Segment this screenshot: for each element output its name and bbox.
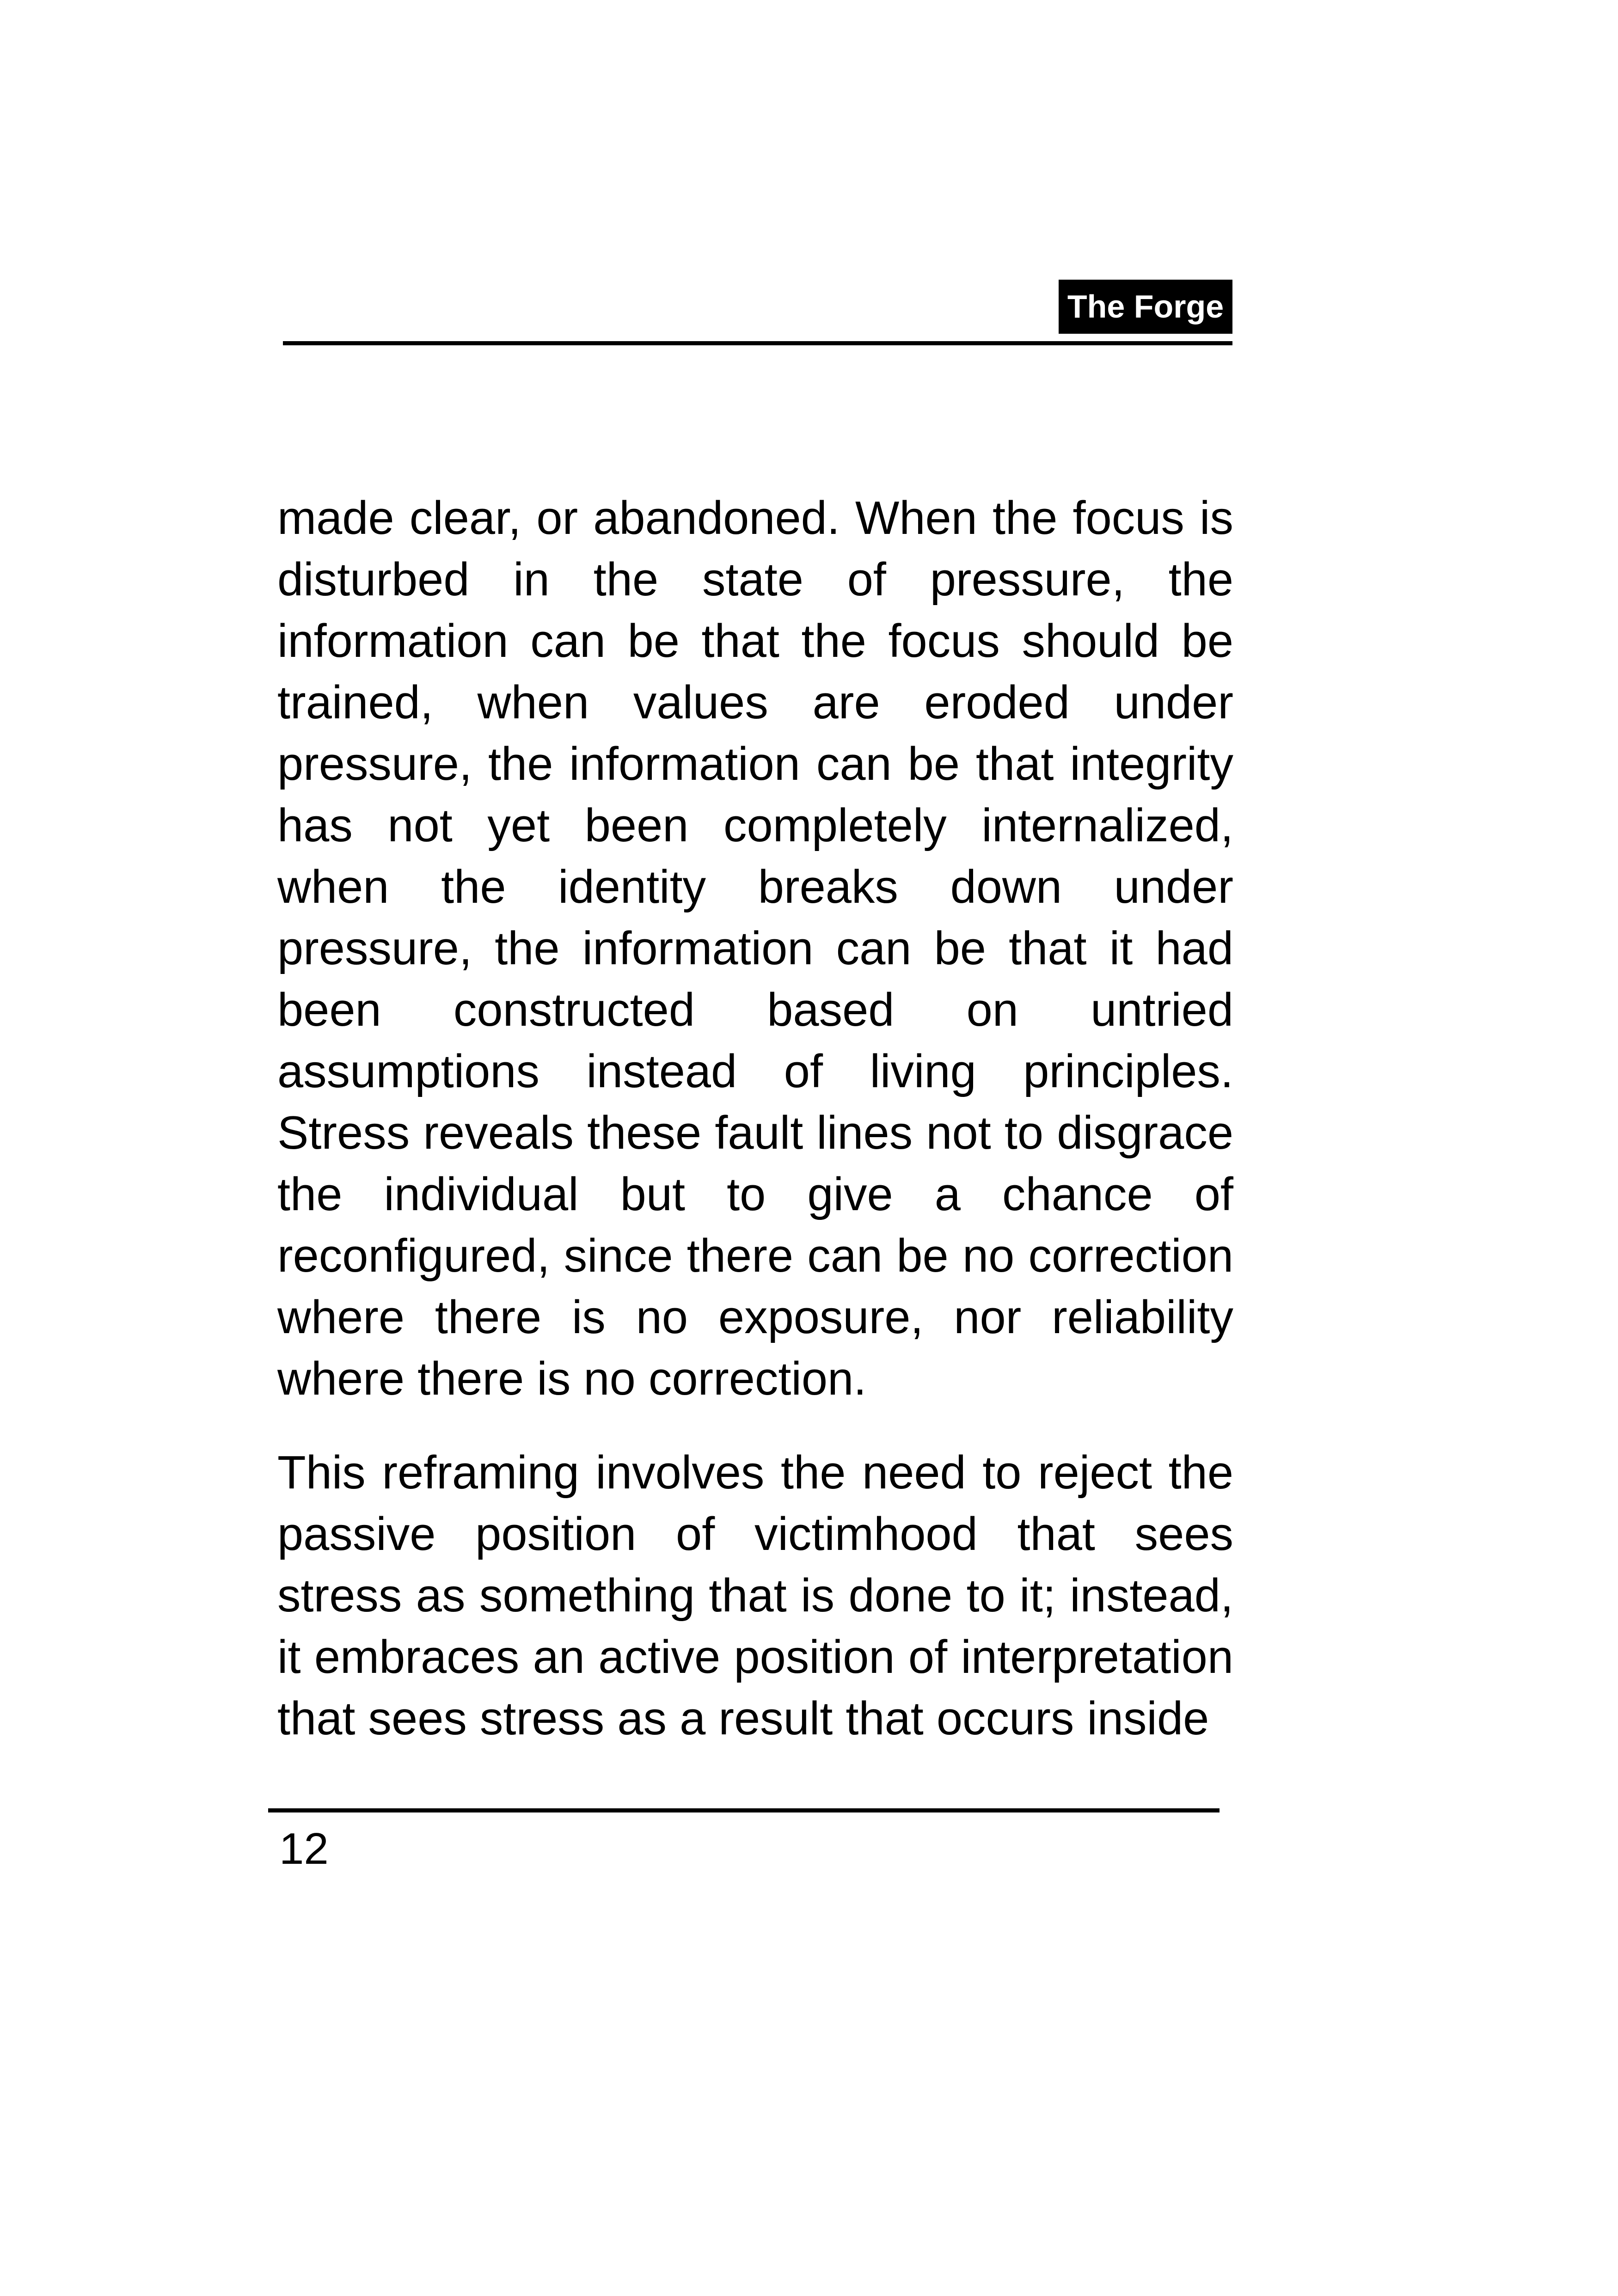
page-number: 12	[279, 1824, 329, 1874]
header-rule	[283, 341, 1232, 345]
running-header-title: The Forge	[1059, 280, 1232, 334]
page-body	[277, 488, 1233, 1750]
body-paragraph: This reframing involves the need to reject the passive position of victimhood that sees stress as something that is done to it; instead, it embraces an active position of interpretation that sees stress as a result that occurs inside	[277, 1447, 1233, 1745]
body-paragraph: made clear, or abandoned. When the focus is disturbed in the state of pressure, the information can be that the focus should be trained, when values are eroded under pressure, the information can be that integrity has not yet been completely internalized, when the identity breaks down under pressure, the information can be that it had been constructed based on untried assumptions instead of living principles. Stress reveals these fault lines not to disgrace the individual but to give a chance of reconfigured, since there can be no correction where there is no exposure, nor reliability where there is no correction.	[277, 492, 1233, 1405]
footer-rule	[268, 1808, 1220, 1812]
